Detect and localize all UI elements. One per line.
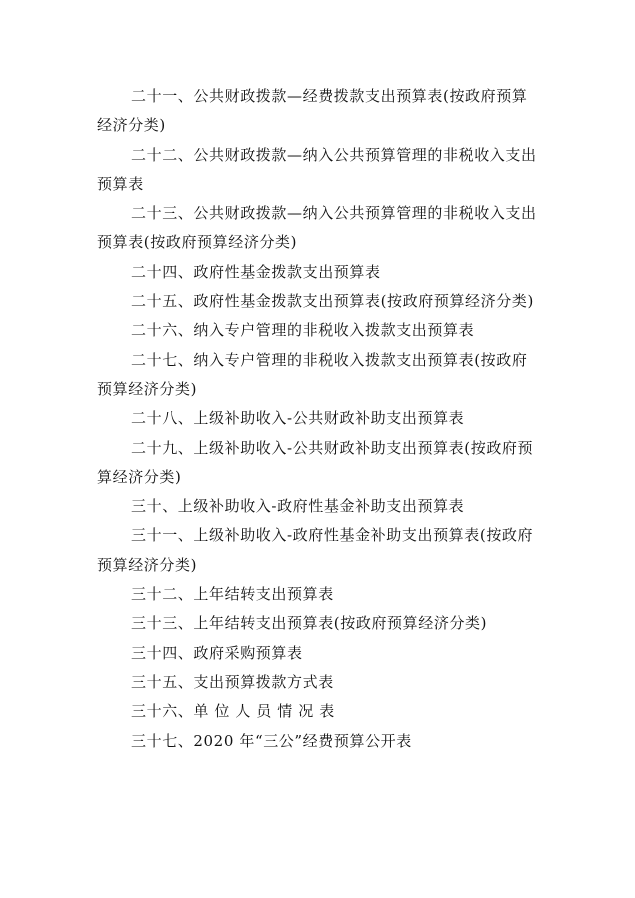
list-item: 三十四、政府采购预算表	[131, 643, 303, 662]
list-item: 二十三、公共财政拨款—纳入公共预算管理的非税收入支出预算表(按政府预算经济分类)	[97, 204, 537, 252]
list-item: 二十四、政府性基金拨款支出预算表	[131, 262, 381, 281]
list-item: 三十三、上年结转支出预算表(按政府预算经济分类)	[131, 614, 488, 633]
list-item: 三十二、上年结转支出预算表	[131, 585, 334, 604]
list-item: 三十一、上级补助收入-政府性基金补助支出预算表(按政府预算经济分类)	[97, 526, 534, 574]
list-item: 三十五、支出预算拨款方式表	[131, 672, 334, 691]
list-item: 二十八、上级补助收入-公共财政补助支出预算表	[131, 409, 465, 428]
list-item: 二十一、公共财政拨款—经费拨款支出预算表(按政府预算经济分类)	[97, 87, 528, 135]
list-item: 三十七、2020 年“三公”经费预算公开表	[131, 731, 412, 750]
table-list	[97, 82, 543, 756]
list-item: 二十七、纳入专户管理的非税收入拨款支出预算表(按政府预算经济分类)	[97, 350, 528, 398]
list-item: 三十六、单 位 人 员 情 况 表	[131, 702, 335, 721]
list-item: 三十、上级补助收入-政府性基金补助支出预算表	[131, 497, 465, 516]
list-item: 二十九、上级补助收入-公共财政补助支出预算表(按政府预算经济分类)	[97, 438, 534, 486]
list-item: 二十六、纳入专户管理的非税收入拨款支出预算表	[131, 321, 475, 340]
list-item: 二十二、公共财政拨款—纳入公共预算管理的非税收入支出预算表	[97, 145, 537, 193]
list-item: 二十五、政府性基金拨款支出预算表(按政府预算经济分类)	[131, 292, 534, 311]
